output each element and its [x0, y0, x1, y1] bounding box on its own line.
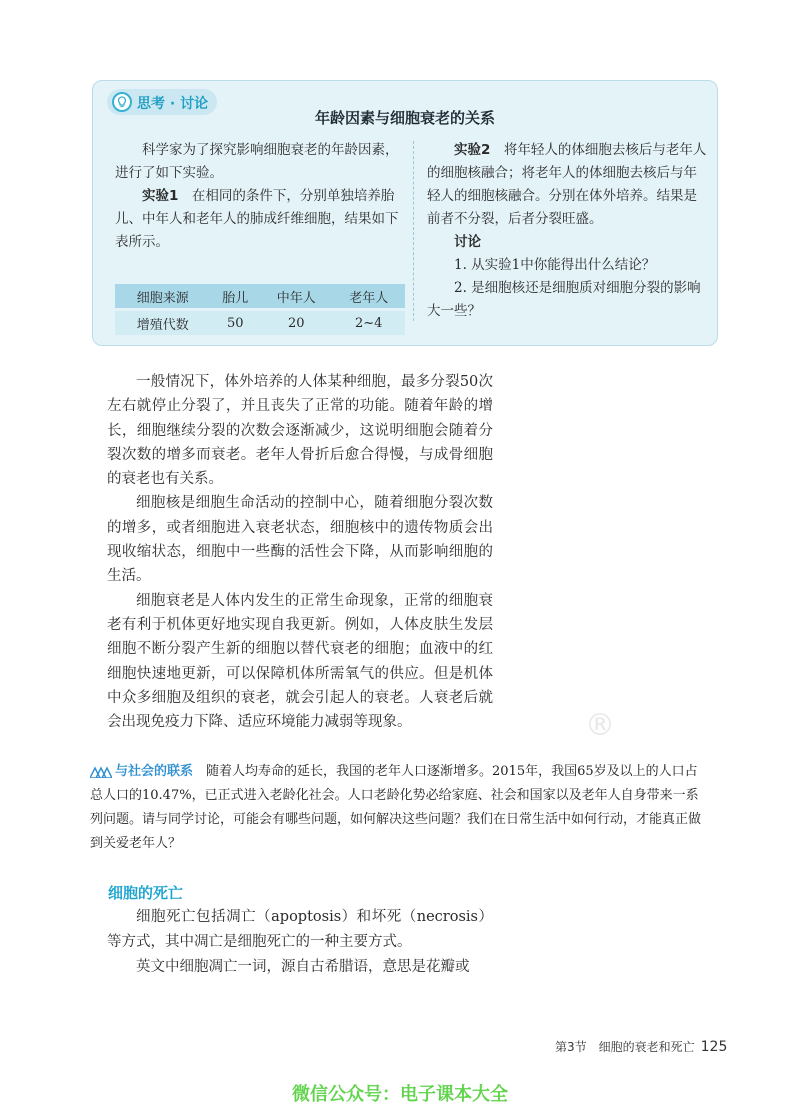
exp2-text: 将年轻人的体细胞去核后与老年人的细胞核融合；将老年人的体细胞去核后与年轻人的细胞核融合。分别在体外培养。结果是前者不分裂，后者分裂旺盛。 [427, 142, 707, 227]
left-column [115, 139, 405, 254]
paragraph: 细胞核是细胞生命活动的控制中心，随着细胞分裂次数的增多，或者细胞进入衰老状态，细胞核中的遗传物质会出现收缩状态，细胞中一些酶的活性会下降，从而影响细胞的生活。 [107, 495, 493, 585]
table-cell: 增殖代数 [115, 311, 210, 335]
paragraph: 细胞衰老是人体内发生的正常生命现象，正常的细胞衰老有利于机体更好地实现自我更新。例如，人体皮肤生发层细胞不断分裂产生新的细胞以替代衰老的细胞；血液中的红细胞快速地更新，可以保障机体所需氧气的供应。但是机体中众多细胞及组织的衰老，就会引起人的衰老。人衰老后就会出现免疫力下降、适应环境能力减弱等现象。 [107, 592, 493, 731]
exp1-label: 实验1 [142, 188, 179, 204]
society-text: 随着人均寿命的延长，我国的老年人口逐渐增多。2015年，我国65岁及以上的人口占总人口的10.47%，已正式进入老龄化社会。人口老龄化势必给家庭、社会和国家以及老年人自身带来一系列问题。请与同学讨论，可能会有哪些问题，如何解决这些问题？我们在日常生活中如何行动，才能真正做到关爱老年人？ [90, 764, 702, 851]
paragraph: 细胞死亡包括凋亡（apoptosis）和坏死（necrosis）等方式，其中凋亡是细胞死亡的一种主要方式。 [107, 909, 493, 950]
society-link-box [90, 760, 710, 856]
think-discuss-label: 思考 · 讨论 [137, 96, 209, 112]
triangles-icon [90, 766, 112, 778]
question-1: 1. 从实验1中你能得出什么结论？ [454, 257, 656, 273]
registered-watermark: ® [585, 708, 615, 743]
exp2-label: 实验2 [454, 142, 491, 158]
experiment-1 [115, 185, 405, 254]
society-tag: 与社会的联系 [115, 764, 194, 779]
table-cell: 20 [260, 311, 333, 335]
proliferation-table [115, 281, 405, 338]
column-divider [413, 141, 414, 321]
section-title: 细胞的死亡 [108, 884, 184, 902]
intro-text: 科学家为了探究影响细胞衰老的年龄因素，进行了如下实验。 [115, 142, 399, 181]
table-header-cell: 中年人 [260, 284, 333, 308]
box-title: 年龄因素与细胞衰老的关系 [314, 109, 495, 127]
table-header-row [115, 284, 405, 308]
footer-section: 第3节 细胞的衰老和死亡 [555, 1040, 695, 1054]
table-cell: 50 [210, 311, 260, 335]
exp1-text: 在相同的条件下，分别单独培养胎儿、中年人和老年人的肺成纤维细胞，结果如下表所示。 [115, 188, 399, 250]
think-discuss-box [92, 80, 718, 346]
table-header-cell: 老年人 [332, 284, 405, 308]
paragraph: 一般情况下，体外培养的人体某种细胞，最多分裂50次左右就停止分裂了，并且丧失了正常的功能。随着年龄的增长，细胞继续分裂的次数会逐渐减少，这说明细胞会随着分裂次数的增多而衰老。老年人骨折后愈合得慢，与成骨细胞的衰老也有关系。 [107, 374, 493, 488]
main-text [107, 370, 493, 734]
table-header-cell: 胎儿 [210, 284, 260, 308]
question-2: 2. 是细胞核还是细胞质对细胞分裂的影响大一些？ [427, 280, 701, 319]
paragraph: 英文中细胞凋亡一词，源自古希腊语，意思是花瓣或 [136, 959, 470, 975]
page-footer [555, 1038, 727, 1055]
table-cell: 2~4 [332, 311, 405, 335]
page-number: 125 [700, 1039, 728, 1055]
experiment-2 [427, 139, 707, 231]
table-row [115, 311, 405, 335]
table-header-cell: 细胞来源 [115, 284, 210, 308]
right-column [427, 139, 707, 323]
wechat-watermark: 微信公众号：电子课本大全 [292, 1084, 508, 1105]
discussion-label: 讨论 [454, 234, 481, 250]
section-text [107, 905, 493, 980]
